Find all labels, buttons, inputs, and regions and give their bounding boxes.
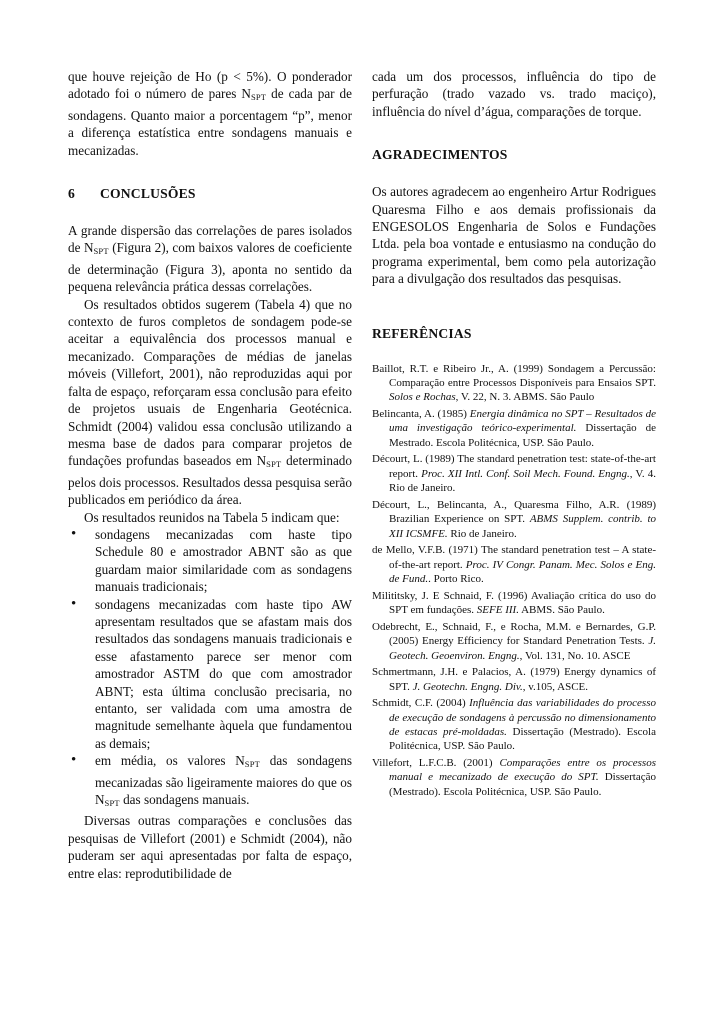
reference-text: ABMS. São Paulo. bbox=[518, 604, 605, 617]
reference-text: Milititsky, J. E Schnaid, F. (1996) Avaliação crítica do uso do SPT em fundações. bbox=[372, 589, 656, 617]
paragraph-conclusion-1 bbox=[68, 222, 352, 296]
reference-text: Dissertação (Mestrado). Escola Politécnica, USP. São Paulo. bbox=[389, 771, 657, 798]
section-title: CONCLUSÕES bbox=[100, 186, 196, 202]
section-number: 6 bbox=[68, 186, 75, 202]
subscript-spt: SPT bbox=[250, 92, 267, 103]
bullet-list bbox=[68, 526, 352, 813]
text-fragment: determinado pelos dois processos. Resultados dessa pesquisa serão publicados em periódico da área. bbox=[68, 453, 352, 508]
left-column bbox=[68, 68, 352, 882]
reference-text: , V. 22, N. 3. ABMS. São Paulo bbox=[455, 391, 595, 404]
reference-text: Odebrecht, E., Schnaid, F., e Rocha, M.M. e Bernardes, G.P. (2005) Energy Efficiency for Standard Penetration Tests. bbox=[372, 620, 656, 648]
reference-text: de Mello, V.F.B. (1971) The standard penetration test – A state-of-the-art report. bbox=[372, 544, 656, 571]
reference-text: , V. 4. Rio de Janeiro. bbox=[389, 467, 657, 495]
reference-text: Rio de Janeiro. bbox=[447, 527, 517, 540]
reference-title: Influência das variabilidades do processo de execução de sondagens à percussão no dimensionamento de estacas pré-moldadas. bbox=[389, 697, 656, 738]
text-fragment: em média, os valores N bbox=[95, 753, 245, 769]
reference-title: Energia dinâmica no SPT – Resultados de uma investigação teórico-experimental. bbox=[389, 408, 657, 435]
reference-text: Schmidt, C.F. (2004) bbox=[372, 697, 470, 710]
reference-text: . Porto Rico. bbox=[428, 573, 484, 586]
reference-item bbox=[372, 665, 656, 694]
reference-title: SEFE III. bbox=[476, 604, 519, 617]
list-item: • sondagens mecanizadas com haste tipo Schedule 80 e amostrador ABNT são as que guardam maior similaridade com as sondagens manuais tradicionais; bbox=[68, 526, 352, 596]
reference-text: , v.105, ASCE. bbox=[522, 680, 589, 693]
reference-item bbox=[372, 498, 656, 541]
subscript-spt: SPT bbox=[104, 798, 120, 809]
list-item bbox=[68, 752, 352, 812]
right-column bbox=[372, 68, 656, 801]
paragraph-conclusion-4: Diversas outras comparações e conclusões das pesquisas de Villefort (2001) e Schmidt (2004), não puderam ser aqui apresentadas por falta de espaço, entre elas: reprodutibilidade de bbox=[68, 813, 352, 881]
reference-item bbox=[372, 696, 656, 754]
paragraph-conclusion-3: Os resultados reunidos na Tabela 5 indicam que: bbox=[84, 509, 340, 525]
list-item: • sondagens mecanizadas com haste tipo AW apresentam resultados que se afastam mais dos resultados das sondagens manuais tradicionais e esse afastamento parece ser menor com amostrador ASTM do que com amostrador ABNT; esta última conclusão precisaria, no entanto, ser validada com uma amostra de magnitude semelhante àquela que fundamentou as demais; bbox=[68, 596, 352, 753]
text-fragment: A grande dispersão das correlações de pares isolados de N bbox=[68, 223, 352, 256]
text-fragment: Os resultados obtidos sugerem (Tabela 4) que no contexto de furos completos de sondagem pode-se aceitar a equivalência dos processos manual e mecanizado. Comparações de médias de janelas móveis (Villefort, 2001), não reproduzidas aqui por falta de espaço, reforçaram essa conclusão para efeito de projetos usuais de Engenharia Geotécnica. Schmidt (2004) validou essa conclusão utilizando a mesma base de dados para comparar projetos de fundações profundas baseados em N bbox=[68, 296, 352, 469]
reference-title: Comparações entre os processos manual e mecanizado de execução do SPT. bbox=[389, 756, 656, 784]
reference-text: Baillot, R.T. e Ribeiro Jr., A. (1999) Sondagem a Percussão: Comparação entre Processos Disponíveis para Ensaios SPT. bbox=[372, 362, 656, 390]
reference-text: Villefort, L.F.C.B. (2001) bbox=[372, 756, 500, 769]
reference-text: Dissertação (Mestrado). Escola Politécnica, USP. São Paulo. bbox=[389, 725, 656, 753]
section-heading-agradecimentos: AGRADECIMENTOS bbox=[372, 147, 508, 163]
subscript-spt: SPT bbox=[244, 759, 261, 770]
reference-item bbox=[372, 452, 656, 495]
text-fragment: das sondagens mecanizadas são ligeiramente maiores do que os N bbox=[95, 753, 352, 808]
reference-title: Proc. IV Congr. Panam. Mec. Solos e Eng. de Fund. bbox=[389, 558, 656, 586]
reference-item bbox=[372, 620, 656, 663]
reference-item bbox=[372, 589, 656, 618]
reference-title: ABMS Supplem. contrib. to XII ICSMFE. bbox=[389, 513, 657, 540]
reference-text: Décourt, L. (1989) The standard penetration test: state-of-the-art report. bbox=[372, 453, 656, 480]
reference-text: Dissertação de Mestrado. Escola Politécnica, USP. São Paulo. bbox=[389, 422, 656, 449]
reference-item bbox=[372, 362, 656, 405]
reference-text: Décourt, L., Belincanta, A., Quaresma Filho, A.R. (1989) Brazilian Experience on SPT. bbox=[372, 498, 656, 526]
paragraph-conclusion-2 bbox=[68, 296, 352, 509]
text-fragment: (Figura 2), com baixos valores de coeficiente de determinação (Figura 3), aponta no sentido da pequena relevância prática dessas correlações. bbox=[68, 240, 352, 295]
paragraph-continuation: cada um dos processos, influência do tipo de perfuração (trado vazado vs. trado maciço), influência do nível d’água, comparações de torque. bbox=[372, 69, 656, 119]
paragraph-acknowledgements: Os autores agradecem ao engenheiro Artur Rodrigues Quaresma Filho e aos demais profissionais da ENGESOLOS Engenharia de Solos e Fundações Ltda. pela boa vontade e entusiasmo na condução do programa experimental, bem como pela autorização para a divulgação dos resultados das pesquisas. bbox=[372, 184, 656, 287]
paragraph-intro bbox=[68, 68, 352, 159]
reference-title: Proc. XII Intl. Conf. Soil Mech. Found. Engng. bbox=[421, 467, 630, 480]
section-heading-conclusoes bbox=[68, 185, 352, 202]
reference-title: Solos e Rochas bbox=[389, 391, 456, 404]
reference-title: J. Geotech. Geoenviron. Engng. bbox=[389, 635, 656, 662]
reference-item bbox=[372, 756, 656, 799]
text-fragment: de cada par de sondagens. Quanto maior a porcentagem “p”, menor a diferença estatística entre sondagens manuais e mecanizadas. bbox=[68, 86, 352, 158]
subscript-spt: SPT bbox=[93, 246, 109, 257]
reference-item bbox=[372, 543, 656, 586]
reference-text: Schmertmann, J.H. e Palacios, A. (1979) Energy dynamics of SPT. bbox=[372, 666, 656, 693]
section-heading-referencias: REFERÊNCIAS bbox=[372, 325, 472, 341]
reference-item bbox=[372, 407, 656, 450]
text-fragment: que houve rejeição de Ho (p < 5%). O ponderador adotado foi o número de pares N bbox=[68, 69, 352, 102]
reference-text: , Vol. 131, No. 10. ASCE bbox=[519, 649, 631, 662]
reference-title: J. Geotechn. Engng. Div. bbox=[412, 680, 523, 693]
text-fragment: das sondagens manuais. bbox=[119, 792, 250, 808]
reference-text: Belincanta, A. (1985) bbox=[372, 408, 470, 421]
reference-list bbox=[372, 362, 656, 799]
subscript-spt: SPT bbox=[266, 459, 282, 470]
